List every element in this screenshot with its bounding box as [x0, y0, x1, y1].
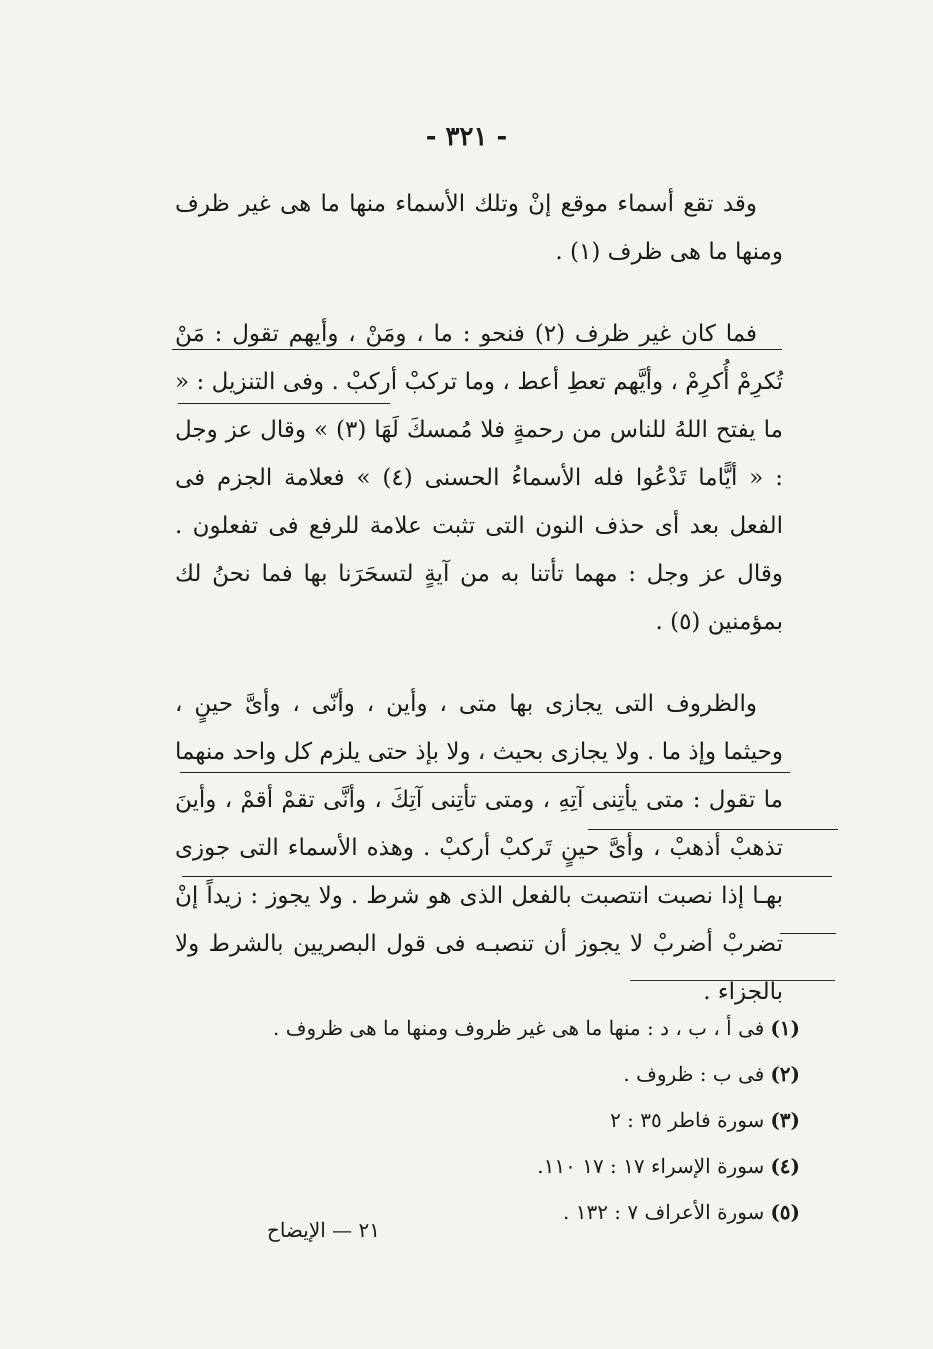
footnotes-list	[240, 1005, 800, 1235]
page-number: - ٣٢١ -	[425, 122, 508, 152]
main-text	[175, 180, 783, 1050]
footnote-mark: (٢)	[770, 1062, 800, 1086]
footnote-text: فى أ ، ب ، د : منها ما هى غير ظروف ومنها ما هى ظروف .	[273, 1016, 765, 1040]
underline-mark	[180, 772, 790, 773]
paragraph: فما كان غير ظرف (٢) فنحو : ما ، ومَنْ ، وأيهم تقول : مَنْ تُكرِمْ أُكرِمْ ، وأيَّهم تعطِ أعط ، وما تركبْ أركبْ . وفى التنزيل : « ما يفتح اللهُ للناس من رحمةٍ فلا مُمسكَ لَهَا (٣) » وقال عز وجل : « أيًّاما تَدْعُوا فله الأسماءُ الحسنى (٤) » فعلامة الجزم فى الفعل بعد أى حذف النون التى تثبت علامة للرفع فى تفعلون . وقال عز وجل : مهما تأتنا به من آيةٍ لتسحَرَنا بها فما نحنُ لك بمؤمنين (٥) .	[175, 321, 783, 635]
footnote-mark: (١)	[770, 1016, 800, 1040]
underline-mark	[172, 349, 782, 350]
paragraph: والظروف التى يجازى بها متى ، وأين ، وأنّى ، وأىَّ حينٍ ، وحيثما وإذ ما . ولا يجازى بحيث ، ولا بإذ حتى يلزم كل واحد منهما ما تقول : متى يأتِنى آتِهِ ، ومتى تأتِنى آتِكَ ، وأنَّى تقمْ أقمْ ، وأينَ تذهبْ أذهبْ ، وأىَّ حينٍ تَركبْ أركبْ . وهذه الأسماء التى جوزى بهـا إذا نصبت انتصبت بالفعل الذى هو شرط . ولا يجوز : زيداً إنْ تضربْ أضربْ لا يجوز أن تنصبـه فى قول البصريين بالشرط ولا بالجزاء .	[175, 691, 783, 1005]
footnote-item	[240, 1005, 800, 1051]
footnote-mark: (٥)	[770, 1200, 800, 1224]
footnote-separator	[630, 980, 835, 981]
paragraph: وقد تقع أسماء موقع إنْ وتلك الأسماء منها ما هى غير ظرف ومنها ما هى ظرف (١) .	[175, 191, 783, 265]
footnote-text: سورة فاطر ٣٥ : ٢	[610, 1108, 765, 1132]
underline-mark	[182, 876, 832, 877]
footnote-text: فى ب : ظروف .	[623, 1062, 765, 1086]
underline-mark	[178, 403, 390, 404]
underline-mark	[588, 829, 838, 830]
footnote-mark: (٣)	[770, 1108, 800, 1132]
footnote-text: سورة الأعراف ٧ : ١٣٢ .	[562, 1200, 765, 1224]
underline-mark	[780, 933, 836, 934]
footnote-item	[240, 1097, 800, 1143]
footnote-item	[240, 1051, 800, 1097]
signature-mark: ٢١ — الإيضاح	[266, 1218, 380, 1242]
footnote-text: سورة الإسراء ١٧ : ١٧ ١١٠.	[537, 1154, 765, 1178]
footnote-item	[240, 1143, 800, 1189]
footnote-mark: (٤)	[770, 1154, 800, 1178]
